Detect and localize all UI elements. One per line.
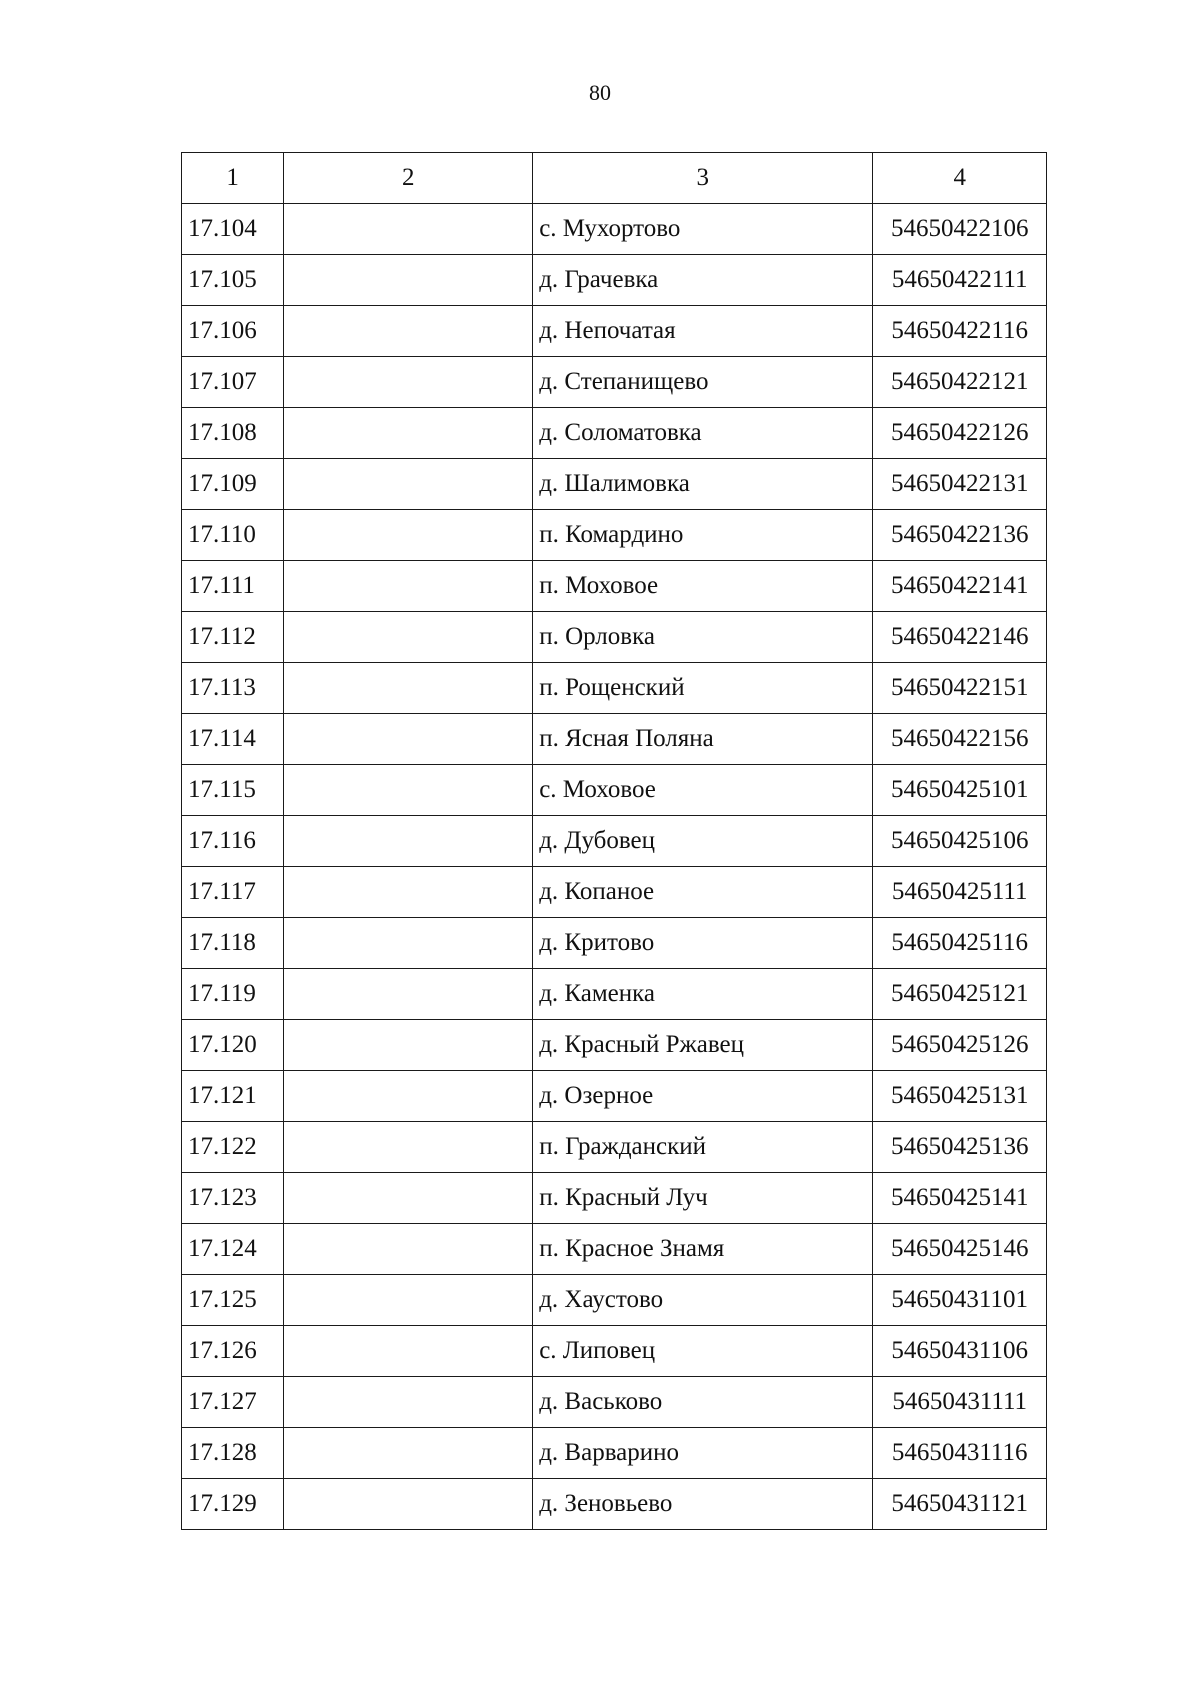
table-row: [182, 612, 1047, 663]
code-cell: 54650422121: [873, 357, 1047, 408]
table-row: [182, 816, 1047, 867]
settlement-name-cell: п. Гражданский: [533, 1122, 873, 1173]
table-row: [182, 204, 1047, 255]
settlement-name-cell: п. Красный Луч: [533, 1173, 873, 1224]
table-row: [182, 1428, 1047, 1479]
settlement-name-cell: п. Комардино: [533, 510, 873, 561]
empty-cell: [284, 714, 533, 765]
empty-cell: [284, 969, 533, 1020]
table-row: [182, 663, 1047, 714]
row-number-cell: 17.122: [182, 1122, 284, 1173]
empty-cell: [284, 1326, 533, 1377]
row-number-cell: 17.116: [182, 816, 284, 867]
table-row: [182, 1275, 1047, 1326]
code-cell: 54650425116: [873, 918, 1047, 969]
table-row: [182, 1377, 1047, 1428]
table-body: [182, 153, 1047, 1530]
settlements-table: [181, 152, 1047, 1530]
empty-cell: [284, 1173, 533, 1224]
code-cell: 54650431116: [873, 1428, 1047, 1479]
row-number-cell: 17.104: [182, 204, 284, 255]
table-row: [182, 561, 1047, 612]
table-row: [182, 1326, 1047, 1377]
code-cell: 54650422136: [873, 510, 1047, 561]
empty-cell: [284, 1275, 533, 1326]
code-cell: 54650425106: [873, 816, 1047, 867]
table-row: [182, 357, 1047, 408]
settlement-name-cell: д. Степанищево: [533, 357, 873, 408]
settlement-name-cell: с. Моховое: [533, 765, 873, 816]
empty-cell: [284, 1122, 533, 1173]
settlement-name-cell: д. Озерное: [533, 1071, 873, 1122]
empty-cell: [284, 459, 533, 510]
code-cell: 54650422131: [873, 459, 1047, 510]
empty-cell: [284, 1377, 533, 1428]
empty-cell: [284, 357, 533, 408]
code-cell: 54650422146: [873, 612, 1047, 663]
page-number: 80: [589, 80, 611, 105]
settlement-name-cell: п. Красное Знамя: [533, 1224, 873, 1275]
code-cell: 54650422106: [873, 204, 1047, 255]
empty-cell: [284, 663, 533, 714]
settlement-name-cell: п. Рощенский: [533, 663, 873, 714]
code-cell: 54650425131: [873, 1071, 1047, 1122]
table-row: [182, 459, 1047, 510]
empty-cell: [284, 1428, 533, 1479]
empty-cell: [284, 612, 533, 663]
row-number-cell: 17.118: [182, 918, 284, 969]
code-cell: 54650422116: [873, 306, 1047, 357]
column-header: 3: [533, 153, 873, 204]
empty-cell: [284, 306, 533, 357]
code-cell: 54650425141: [873, 1173, 1047, 1224]
row-number-cell: 17.126: [182, 1326, 284, 1377]
settlement-name-cell: д. Варварино: [533, 1428, 873, 1479]
table-row: [182, 408, 1047, 459]
table-row: [182, 1122, 1047, 1173]
row-number-cell: 17.120: [182, 1020, 284, 1071]
table-row: [182, 1071, 1047, 1122]
empty-cell: [284, 867, 533, 918]
row-number-cell: 17.113: [182, 663, 284, 714]
code-cell: 54650425121: [873, 969, 1047, 1020]
settlement-name-cell: п. Моховое: [533, 561, 873, 612]
empty-cell: [284, 1479, 533, 1530]
table-row: [182, 1173, 1047, 1224]
row-number-cell: 17.124: [182, 1224, 284, 1275]
row-number-cell: 17.105: [182, 255, 284, 306]
table-row: [182, 867, 1047, 918]
empty-cell: [284, 816, 533, 867]
settlement-name-cell: д. Красный Ржавец: [533, 1020, 873, 1071]
settlement-name-cell: с. Липовец: [533, 1326, 873, 1377]
settlement-name-cell: д. Хаустово: [533, 1275, 873, 1326]
code-cell: 54650431101: [873, 1275, 1047, 1326]
row-number-cell: 17.114: [182, 714, 284, 765]
row-number-cell: 17.128: [182, 1428, 284, 1479]
row-number-cell: 17.106: [182, 306, 284, 357]
settlement-name-cell: с. Мухортово: [533, 204, 873, 255]
settlement-name-cell: п. Ясная Поляна: [533, 714, 873, 765]
settlement-name-cell: д. Непочатая: [533, 306, 873, 357]
row-number-cell: 17.109: [182, 459, 284, 510]
column-header: 2: [284, 153, 533, 204]
code-cell: 54650425146: [873, 1224, 1047, 1275]
code-cell: 54650431106: [873, 1326, 1047, 1377]
table-row: [182, 1479, 1047, 1530]
empty-cell: [284, 408, 533, 459]
empty-cell: [284, 1071, 533, 1122]
empty-cell: [284, 1020, 533, 1071]
empty-cell: [284, 561, 533, 612]
row-number-cell: 17.127: [182, 1377, 284, 1428]
column-header: 4: [873, 153, 1047, 204]
settlement-name-cell: п. Орловка: [533, 612, 873, 663]
settlement-name-cell: д. Васьково: [533, 1377, 873, 1428]
code-cell: 54650422111: [873, 255, 1047, 306]
code-cell: 54650425111: [873, 867, 1047, 918]
code-cell: 54650425126: [873, 1020, 1047, 1071]
row-number-cell: 17.111: [182, 561, 284, 612]
table-header-row: [182, 153, 1047, 204]
empty-cell: [284, 1224, 533, 1275]
settlement-name-cell: д. Грачевка: [533, 255, 873, 306]
table-row: [182, 765, 1047, 816]
empty-cell: [284, 204, 533, 255]
code-cell: 54650431121: [873, 1479, 1047, 1530]
row-number-cell: 17.123: [182, 1173, 284, 1224]
column-header: 1: [182, 153, 284, 204]
row-number-cell: 17.115: [182, 765, 284, 816]
row-number-cell: 17.110: [182, 510, 284, 561]
empty-cell: [284, 918, 533, 969]
table-row: [182, 918, 1047, 969]
table-row: [182, 1224, 1047, 1275]
code-cell: 54650425101: [873, 765, 1047, 816]
settlement-name-cell: д. Зеновьево: [533, 1479, 873, 1530]
row-number-cell: 17.108: [182, 408, 284, 459]
table-row: [182, 1020, 1047, 1071]
code-cell: 54650422156: [873, 714, 1047, 765]
table-row: [182, 714, 1047, 765]
settlement-name-cell: д. Каменка: [533, 969, 873, 1020]
empty-cell: [284, 510, 533, 561]
settlement-name-cell: д. Шалимовка: [533, 459, 873, 510]
row-number-cell: 17.117: [182, 867, 284, 918]
table-row: [182, 306, 1047, 357]
code-cell: 54650431111: [873, 1377, 1047, 1428]
table-row: [182, 969, 1047, 1020]
row-number-cell: 17.125: [182, 1275, 284, 1326]
code-cell: 54650425136: [873, 1122, 1047, 1173]
row-number-cell: 17.119: [182, 969, 284, 1020]
settlement-name-cell: д. Критово: [533, 918, 873, 969]
row-number-cell: 17.112: [182, 612, 284, 663]
empty-cell: [284, 765, 533, 816]
empty-cell: [284, 255, 533, 306]
settlement-name-cell: д. Копаное: [533, 867, 873, 918]
table-row: [182, 510, 1047, 561]
settlement-name-cell: д. Соломатовка: [533, 408, 873, 459]
settlement-name-cell: д. Дубовец: [533, 816, 873, 867]
code-cell: 54650422126: [873, 408, 1047, 459]
row-number-cell: 17.121: [182, 1071, 284, 1122]
table-row: [182, 255, 1047, 306]
row-number-cell: 17.107: [182, 357, 284, 408]
row-number-cell: 17.129: [182, 1479, 284, 1530]
code-cell: 54650422151: [873, 663, 1047, 714]
code-cell: 54650422141: [873, 561, 1047, 612]
